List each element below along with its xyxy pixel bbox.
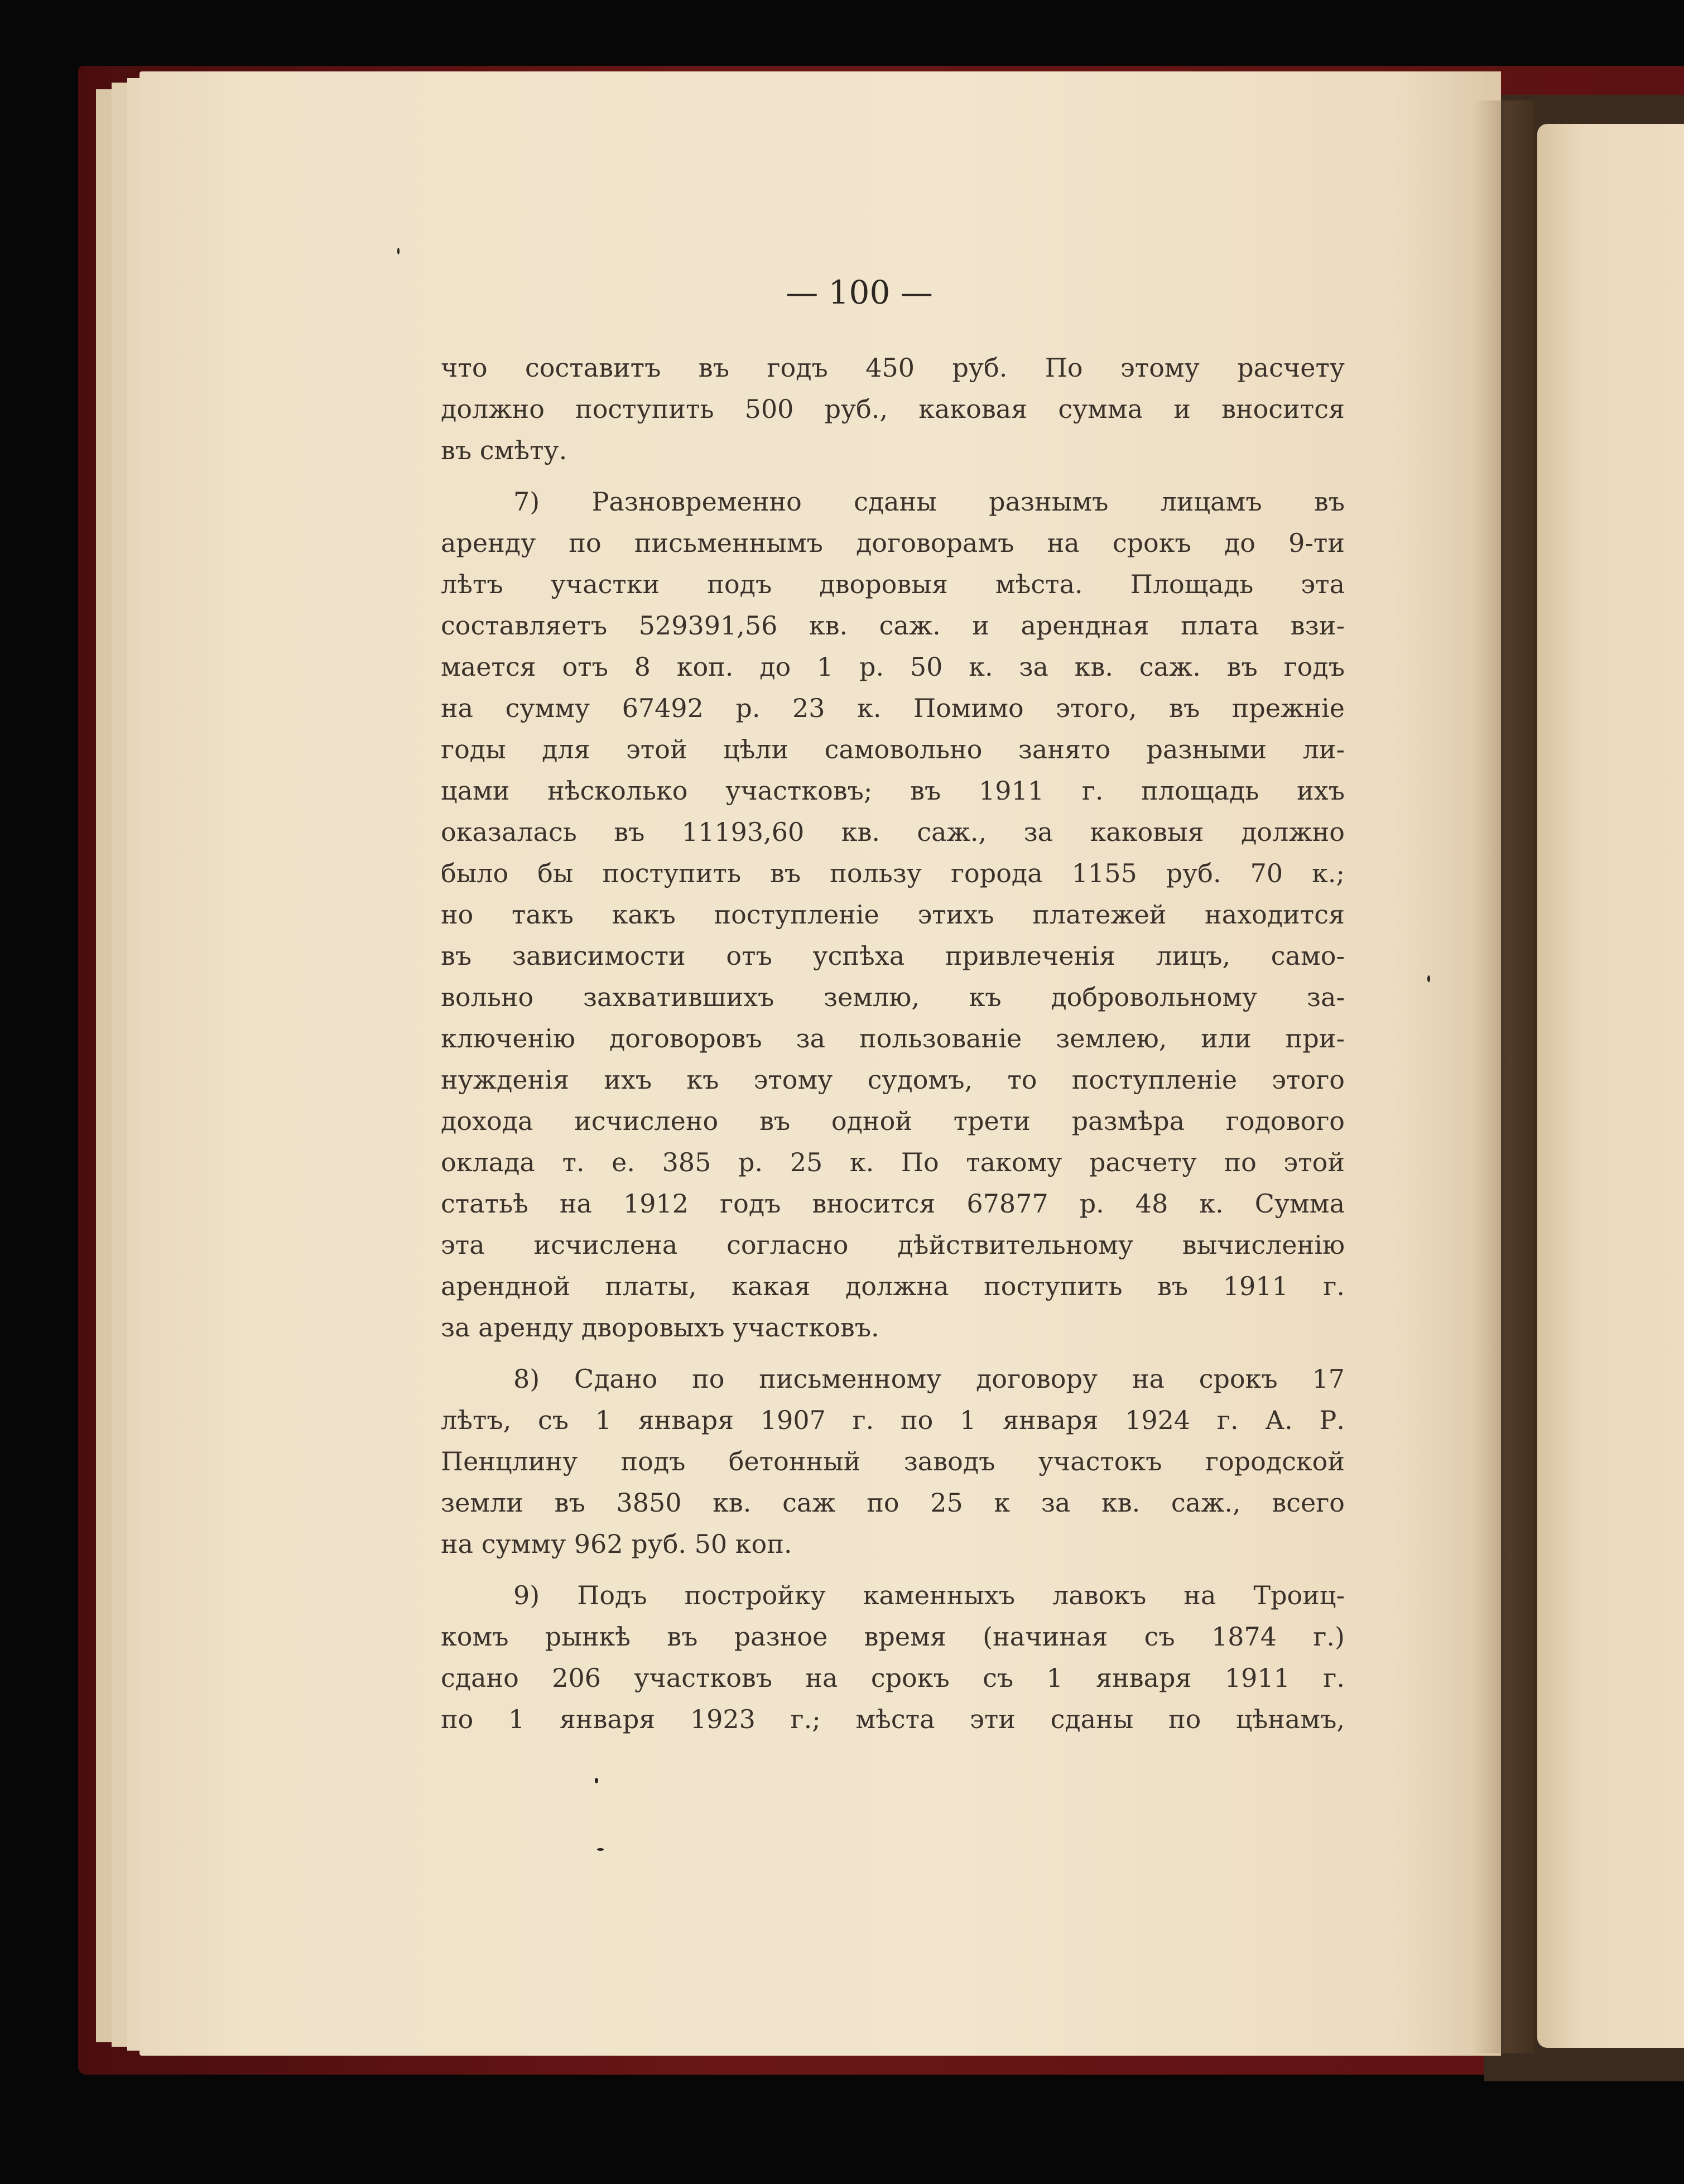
text-line: по 1 января 1923 г.; мѣста эти сданы по цѣнамъ, [441,1704,1345,1734]
text-line: земли въ 3850 кв. саж по 25 к за кв. саж., всего [441,1488,1345,1518]
text-line: вольно захватившихъ землю, къ добровольному за- [441,982,1345,1012]
text-line: мается отъ 8 коп. до 1 р. 50 к. за кв. саж. въ годъ [441,652,1345,682]
text-line: статьѣ на 1912 годъ вносится 67877 р. 48 к. Сумма [441,1189,1345,1219]
text-line: составляетъ 529391,56 кв. саж. и арендная плата взи- [441,610,1345,641]
ink-speck [397,248,400,254]
text-line: арендной платы, какая должна поступить въ 1911 г. [441,1271,1345,1301]
text-line: ключенію договоровъ за пользованіе землею, или при- [441,1023,1345,1053]
ink-speck [595,1778,598,1783]
text-line: на сумму 962 руб. 50 коп. [441,1529,792,1559]
text-line: въ зависимости отъ успѣха привлеченія лицъ, само- [441,941,1345,971]
text-line: должно поступить 500 руб., каковая сумма и вносится [441,394,1345,424]
text-line: 9) Подъ постройку каменныхъ лавокъ на Троиц- [513,1580,1345,1610]
text-line: 8) Сдано по письменному договору на срокъ 17 [513,1364,1345,1394]
text-line: аренду по письменнымъ договорамъ на срокъ до 9-ти [441,528,1345,558]
text-line: сдано 206 участковъ на срокъ съ 1 января 1911 г. [441,1663,1345,1693]
page-text [441,347,1345,1740]
text-line: оклада т. е. 385 р. 25 к. По такому расчету по этой [441,1147,1345,1177]
ink-speck [1427,975,1430,982]
text-line: эта исчислена согласно дѣйствительному вычисленію [441,1230,1345,1260]
page-gutter [1473,100,1534,2053]
text-line: за аренду дворовыхъ участковъ. [441,1312,879,1343]
text-line: лѣтъ участки подъ дворовыя мѣста. Площадь эта [441,569,1345,599]
ink-speck [597,1848,604,1851]
text-line: цами нѣсколько участковъ; въ 1911 г. площадь ихъ [441,776,1345,806]
text-line: но такъ какъ поступленіе этихъ платежей находится [441,899,1345,930]
text-line: комъ рынкѣ въ разное время (начиная съ 1874 г.) [441,1622,1345,1652]
text-line: оказалась въ 11193,60 кв. саж., за каковыя должно [441,817,1345,847]
text-line: въ смѣту. [441,435,567,465]
text-line: что составитъ въ годъ 450 руб. По этому расчету [441,353,1345,383]
facing-page [1537,124,1684,2048]
text-line: было бы поступить въ пользу города 1155 руб. 70 к.; [441,858,1345,888]
text-line: 7) Разновременно сданы разнымъ лицамъ въ [513,487,1345,517]
text-line: дохода исчислено въ одной трети размѣра годового [441,1106,1345,1136]
text-line: годы для этой цѣли самовольно занято разными ли- [441,734,1345,764]
text-line: Пенцлину подъ бетонный заводъ участокъ городской [441,1446,1345,1476]
page-number: — 100 — [786,273,933,311]
text-line: лѣтъ, съ 1 января 1907 г. по 1 января 1924 г. А. Р. [441,1405,1345,1435]
text-line: на сумму 67492 р. 23 к. Помимо этого, въ прежніе [441,693,1345,723]
text-line: нужденія ихъ къ этому судомъ, то поступленіе этого [441,1065,1345,1095]
